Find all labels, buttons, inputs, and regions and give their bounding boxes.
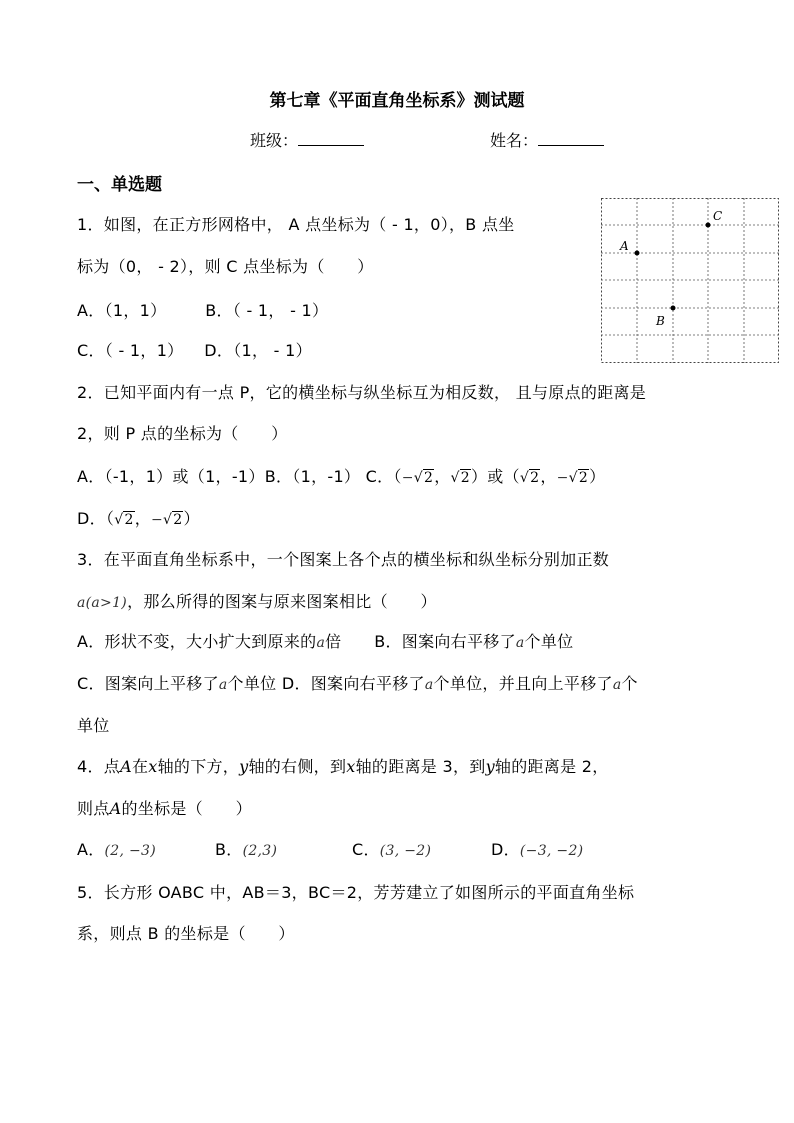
q3-math-a: a(a>1) <box>77 595 128 611</box>
q4-option-b: B．(2,3) <box>215 840 278 859</box>
q2-option-b: B．（1，-1） <box>264 467 361 486</box>
q1-option-a-label: A． <box>77 301 105 320</box>
q2-options-row1 <box>77 464 605 487</box>
class-label: 班级： <box>250 131 299 150</box>
q3-options-row2 <box>77 671 638 694</box>
class-blank <box>298 131 364 146</box>
q3-stem-line2: a(a>1)，那么所得的图案与原来图案相比（ ） <box>77 592 437 611</box>
point-c-label: C <box>713 209 723 223</box>
q5-stem-line2: 系，则点 B 的坐标是（ ） <box>77 924 295 943</box>
q2-option-d: D．（√2，−√2） <box>77 509 200 528</box>
grid-lines <box>601 198 779 363</box>
q3-options-row1 <box>77 629 573 652</box>
q1-option-c-label: C． <box>77 341 105 360</box>
grid-border <box>602 199 779 363</box>
q4-option-d: D．(−3, −2) <box>491 840 584 859</box>
point-b-dot <box>671 306 676 311</box>
q1-options-row1 <box>77 298 328 321</box>
point-a-label: A <box>620 239 629 253</box>
q1-option-d: （1， - 1） <box>233 341 312 360</box>
point-c-dot <box>706 223 711 228</box>
q1-grid-figure <box>601 198 779 363</box>
class-field <box>250 128 364 151</box>
q5-stem-line1: 5．长方形 OABC 中，AB＝3，BC＝2，芳芳建立了如图所示的平面直角坐标 <box>77 883 635 902</box>
q4-stem-line1: 4．点A在x轴的下方，y轴的右侧，到x轴的距离是 3，到y轴的距离是 2， <box>77 757 609 776</box>
q1-stem-line2: 标为（0， - 2），则 C 点坐标为（ ） <box>77 257 374 276</box>
q4-option-c: C．(3, −2) <box>352 840 432 859</box>
q3-stem-line1: 3．在平面直角坐标系中，一个图案上各个点的横坐标和纵坐标分别加正数 <box>77 550 610 569</box>
q1-options-row2 <box>77 338 312 361</box>
q2-stem-line2: 2，则 P 点的坐标为（ ） <box>77 424 288 443</box>
name-label: 姓名： <box>490 131 539 150</box>
q3-option-c: C．图案向上平移了a个单位 <box>77 674 277 693</box>
q3-option-a: A．形状不变，大小扩大到原来的a倍 <box>77 632 342 651</box>
q3-option-b: B．图案向右平移了a个单位 <box>374 632 574 651</box>
q4-option-a: A．(2, −3) <box>77 840 157 859</box>
point-b-label: B <box>656 314 665 328</box>
q1-option-d-label: D． <box>204 341 234 360</box>
q2-option-a: A．（-1，1）或（1，-1） <box>77 467 265 486</box>
q1-option-b: （ - 1， - 1） <box>232 301 329 320</box>
q1-option-a: （1，1） <box>104 301 167 320</box>
section-heading: 一、单选题 <box>77 175 162 195</box>
q2-option-c: C．（−√2，√2）或（√2，−√2） <box>365 467 606 486</box>
point-a-dot <box>635 251 640 256</box>
q2-stem-line1: 2．已知平面内有一点 P，它的横坐标与纵坐标互为相反数， 且与原点的距离是 <box>77 383 647 402</box>
q4-stem-line2: 则点A的坐标是（ ） <box>77 799 252 818</box>
name-field <box>490 128 604 151</box>
q3-option-d-continued: 单位 <box>77 716 110 735</box>
q3-option-d: D．图案向右平移了a个单位，并且向上平移了a个 <box>281 674 638 693</box>
q1-option-b-label: B． <box>205 301 233 320</box>
page-title: 第七章《平面直角坐标系》测试题 <box>269 91 525 111</box>
q1-stem-line1: 1．如图，在正方形网格中， A 点坐标为（ - 1，0），B 点坐 <box>77 215 515 234</box>
name-blank <box>538 131 604 146</box>
q1-option-c: （ - 1，1） <box>104 341 184 360</box>
